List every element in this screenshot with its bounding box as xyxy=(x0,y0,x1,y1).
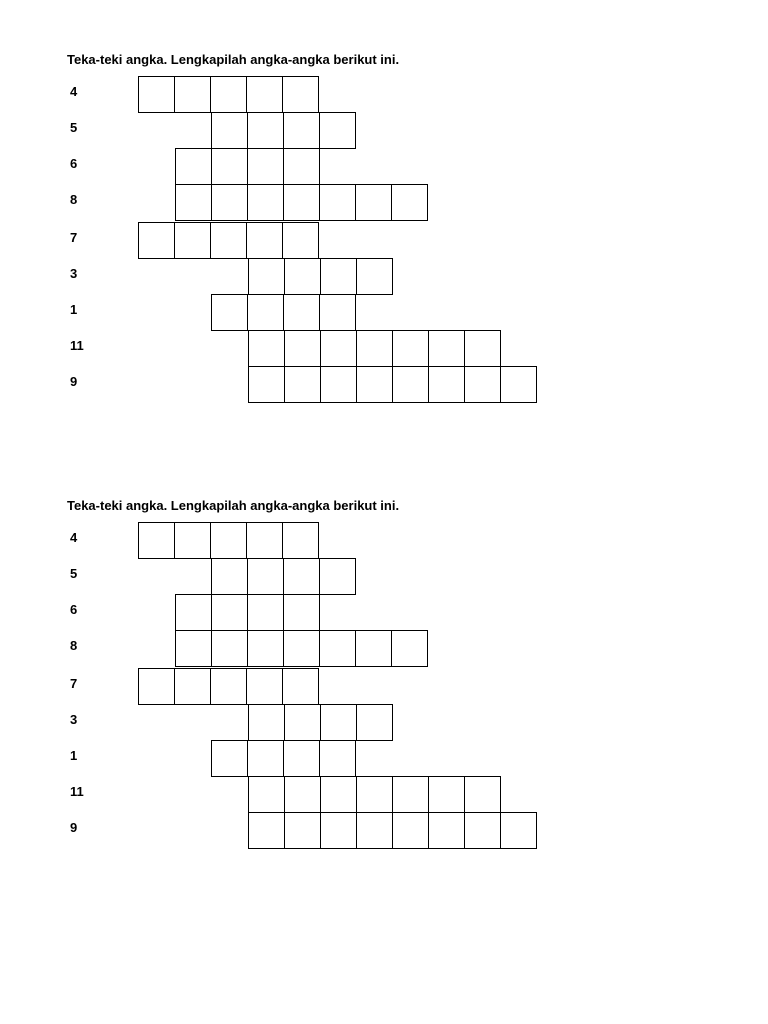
answer-box[interactable] xyxy=(138,522,175,559)
answer-box[interactable] xyxy=(283,112,320,149)
answer-box[interactable] xyxy=(246,522,283,559)
answer-box[interactable] xyxy=(464,366,501,403)
answer-box[interactable] xyxy=(355,184,392,221)
row-number-label: 6 xyxy=(70,156,78,171)
answer-box[interactable] xyxy=(247,630,284,667)
answer-box[interactable] xyxy=(392,366,429,403)
answer-cells xyxy=(248,776,500,813)
answer-box[interactable] xyxy=(283,594,320,631)
answer-box[interactable] xyxy=(248,704,285,741)
answer-box[interactable] xyxy=(356,704,393,741)
puzzle-row xyxy=(0,522,768,559)
answer-box[interactable] xyxy=(210,522,247,559)
answer-box[interactable] xyxy=(319,630,356,667)
row-number-label: 4 xyxy=(70,530,78,545)
answer-box[interactable] xyxy=(284,812,321,849)
answer-box[interactable] xyxy=(319,112,356,149)
answer-box[interactable] xyxy=(464,812,501,849)
answer-box[interactable] xyxy=(247,294,284,331)
answer-box[interactable] xyxy=(319,558,356,595)
row-number-label: 1 xyxy=(70,302,78,317)
row-number-label: 1 xyxy=(70,748,78,763)
answer-box[interactable] xyxy=(175,148,212,185)
answer-box[interactable] xyxy=(282,522,319,559)
row-number-label: 9 xyxy=(70,820,78,835)
answer-box[interactable] xyxy=(319,184,356,221)
answer-box[interactable] xyxy=(247,184,284,221)
answer-box[interactable] xyxy=(500,812,537,849)
answer-box[interactable] xyxy=(248,330,285,367)
answer-box[interactable] xyxy=(284,330,321,367)
puzzle-row xyxy=(0,258,768,295)
answer-cells xyxy=(248,704,392,741)
answer-box[interactable] xyxy=(356,330,393,367)
answer-cells xyxy=(211,740,355,777)
answer-box[interactable] xyxy=(283,740,320,777)
row-number-label: 3 xyxy=(70,266,78,281)
answer-box[interactable] xyxy=(464,776,501,813)
puzzle-title: Teka-teki angka. Lengkapilah angka-angka berikut ini. xyxy=(67,52,400,67)
answer-box[interactable] xyxy=(211,630,248,667)
answer-cells xyxy=(138,522,318,559)
puzzle-row xyxy=(0,184,768,221)
answer-box[interactable] xyxy=(284,258,321,295)
puzzle-row xyxy=(0,668,768,705)
answer-box[interactable] xyxy=(319,294,356,331)
answer-cells xyxy=(175,184,427,221)
puzzle-row xyxy=(0,294,768,331)
puzzle-title: Teka-teki angka. Lengkapilah angka-angka berikut ini. xyxy=(67,498,400,513)
answer-box[interactable] xyxy=(283,630,320,667)
answer-box[interactable] xyxy=(247,740,284,777)
puzzle-row xyxy=(0,704,768,741)
puzzle-row xyxy=(0,222,768,259)
answer-cells xyxy=(248,330,500,367)
row-number-label: 5 xyxy=(70,120,78,135)
answer-cells xyxy=(138,76,318,113)
puzzle-row xyxy=(0,330,768,367)
answer-box[interactable] xyxy=(391,184,428,221)
row-number-label: 11 xyxy=(70,784,84,799)
answer-box[interactable] xyxy=(320,704,357,741)
puzzle-row xyxy=(0,558,768,595)
answer-box[interactable] xyxy=(428,812,465,849)
answer-box[interactable] xyxy=(211,740,248,777)
row-number-label: 6 xyxy=(70,602,78,617)
puzzle-row xyxy=(0,366,768,403)
puzzle-row xyxy=(0,148,768,185)
answer-box[interactable] xyxy=(320,812,357,849)
answer-box[interactable] xyxy=(246,76,283,113)
row-number-label: 9 xyxy=(70,374,78,389)
number-puzzle-2 xyxy=(0,498,768,898)
answer-box[interactable] xyxy=(248,776,285,813)
puzzle-row xyxy=(0,812,768,849)
answer-box[interactable] xyxy=(356,812,393,849)
answer-cells xyxy=(175,148,319,185)
answer-box[interactable] xyxy=(284,366,321,403)
row-number-label: 5 xyxy=(70,566,78,581)
puzzle-row xyxy=(0,630,768,667)
answer-cells xyxy=(248,366,536,403)
row-number-label: 7 xyxy=(70,230,78,245)
puzzle-row xyxy=(0,76,768,113)
answer-box[interactable] xyxy=(320,366,357,403)
answer-box[interactable] xyxy=(356,366,393,403)
answer-box[interactable] xyxy=(284,776,321,813)
answer-box[interactable] xyxy=(320,776,357,813)
answer-box[interactable] xyxy=(320,258,357,295)
answer-box[interactable] xyxy=(175,594,212,631)
answer-box[interactable] xyxy=(211,184,248,221)
answer-box[interactable] xyxy=(283,184,320,221)
answer-box[interactable] xyxy=(175,184,212,221)
row-number-label: 7 xyxy=(70,676,78,691)
row-number-label: 8 xyxy=(70,192,78,207)
answer-box[interactable] xyxy=(356,776,393,813)
answer-box[interactable] xyxy=(210,76,247,113)
answer-cells xyxy=(248,258,392,295)
row-number-label: 4 xyxy=(70,84,78,99)
answer-box[interactable] xyxy=(246,668,283,705)
answer-box[interactable] xyxy=(175,630,212,667)
answer-cells xyxy=(138,222,318,259)
row-number-label: 11 xyxy=(70,338,84,353)
answer-cells xyxy=(211,294,355,331)
answer-box[interactable] xyxy=(247,112,284,149)
answer-box[interactable] xyxy=(284,704,321,741)
answer-box[interactable] xyxy=(138,222,175,259)
answer-cells xyxy=(138,668,318,705)
answer-box[interactable] xyxy=(138,668,175,705)
answer-box[interactable] xyxy=(247,148,284,185)
answer-box[interactable] xyxy=(211,558,248,595)
puzzle-row xyxy=(0,740,768,777)
answer-box[interactable] xyxy=(392,812,429,849)
answer-box[interactable] xyxy=(283,294,320,331)
answer-box[interactable] xyxy=(174,76,211,113)
answer-box[interactable] xyxy=(464,330,501,367)
answer-cells xyxy=(175,630,427,667)
answer-cells xyxy=(175,594,319,631)
answer-box[interactable] xyxy=(210,668,247,705)
puzzle-row xyxy=(0,594,768,631)
answer-box[interactable] xyxy=(428,330,465,367)
answer-box[interactable] xyxy=(211,294,248,331)
puzzle-row xyxy=(0,776,768,813)
answer-box[interactable] xyxy=(428,366,465,403)
answer-box[interactable] xyxy=(210,222,247,259)
answer-cells xyxy=(211,112,355,149)
answer-box[interactable] xyxy=(248,812,285,849)
answer-box[interactable] xyxy=(500,366,537,403)
answer-box[interactable] xyxy=(283,148,320,185)
answer-box[interactable] xyxy=(319,740,356,777)
answer-box[interactable] xyxy=(248,366,285,403)
answer-box[interactable] xyxy=(174,222,211,259)
number-puzzle-1 xyxy=(0,52,768,452)
row-number-label: 3 xyxy=(70,712,78,727)
answer-box[interactable] xyxy=(211,148,248,185)
answer-box[interactable] xyxy=(174,522,211,559)
answer-box[interactable] xyxy=(392,776,429,813)
answer-box[interactable] xyxy=(356,258,393,295)
answer-box[interactable] xyxy=(247,594,284,631)
answer-box[interactable] xyxy=(247,558,284,595)
answer-box[interactable] xyxy=(282,222,319,259)
answer-box[interactable] xyxy=(246,222,283,259)
answer-box[interactable] xyxy=(211,594,248,631)
answer-box[interactable] xyxy=(283,558,320,595)
puzzle-row xyxy=(0,112,768,149)
answer-cells xyxy=(211,558,355,595)
row-number-label: 8 xyxy=(70,638,78,653)
answer-box[interactable] xyxy=(428,776,465,813)
answer-box[interactable] xyxy=(282,76,319,113)
answer-box[interactable] xyxy=(211,112,248,149)
answer-box[interactable] xyxy=(391,630,428,667)
answer-box[interactable] xyxy=(282,668,319,705)
answer-box[interactable] xyxy=(248,258,285,295)
answer-box[interactable] xyxy=(320,330,357,367)
answer-cells xyxy=(248,812,536,849)
answer-box[interactable] xyxy=(392,330,429,367)
answer-box[interactable] xyxy=(174,668,211,705)
answer-box[interactable] xyxy=(138,76,175,113)
answer-box[interactable] xyxy=(355,630,392,667)
